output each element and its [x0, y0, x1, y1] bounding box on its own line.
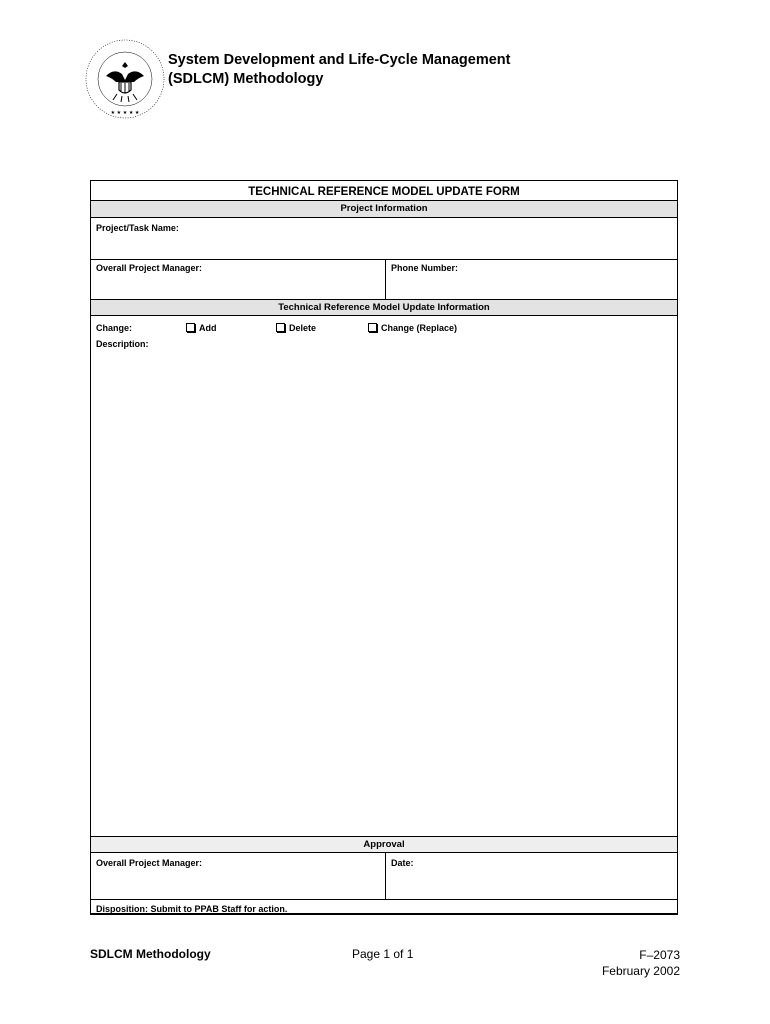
form-date: February 2002: [601, 964, 680, 978]
nrc-seal-logo: [84, 38, 166, 120]
phone-number-label: Phone Number:: [391, 263, 459, 273]
description-label: Description:: [96, 339, 149, 349]
section-approval: Approval: [91, 836, 677, 853]
footer-methodology: SDLCM Methodology: [90, 947, 211, 961]
form-number: F–2073: [639, 948, 680, 962]
option-change-label: Change (Replace): [381, 323, 458, 333]
project-task-name-label: Project/Task Name:: [96, 223, 179, 233]
disposition-text: Disposition: Submit to PPAB Staff for action.: [96, 904, 288, 914]
section-update-information: Technical Reference Model Update Information: [91, 299, 677, 316]
update-form: [90, 180, 678, 915]
divider: [385, 259, 386, 299]
divider: [91, 259, 677, 260]
footer-form-info: [602, 947, 680, 979]
document-title: [168, 51, 510, 89]
form-title: TECHNICAL REFERENCE MODEL UPDATE FORM: [91, 181, 677, 201]
option-add-label: Add: [199, 323, 217, 333]
date-label: Date:: [391, 858, 414, 868]
divider: [91, 899, 677, 900]
document-title-line1: System Development and Life-Cycle Management: [168, 52, 511, 68]
approval-project-manager-label: Overall Project Manager:: [96, 858, 203, 868]
page-number: Page 1 of 1: [352, 947, 414, 961]
svg-text:★ ★ ★ ★ ★: ★ ★ ★ ★ ★: [110, 110, 140, 116]
divider: [385, 853, 386, 899]
checkbox-change-replace[interactable]: [368, 323, 377, 332]
checkbox-delete[interactable]: [276, 323, 285, 332]
option-change-replace[interactable]: [368, 323, 457, 333]
section-project-information: Project Information: [91, 201, 677, 218]
change-label: Change:: [96, 323, 132, 333]
option-add[interactable]: [186, 323, 217, 333]
overall-project-manager-label: Overall Project Manager:: [96, 263, 203, 273]
option-delete-label: Delete: [289, 323, 317, 333]
document-title-line2: (SDLCM) Methodology: [168, 71, 324, 87]
checkbox-add[interactable]: [186, 323, 195, 332]
option-delete[interactable]: [276, 323, 316, 333]
